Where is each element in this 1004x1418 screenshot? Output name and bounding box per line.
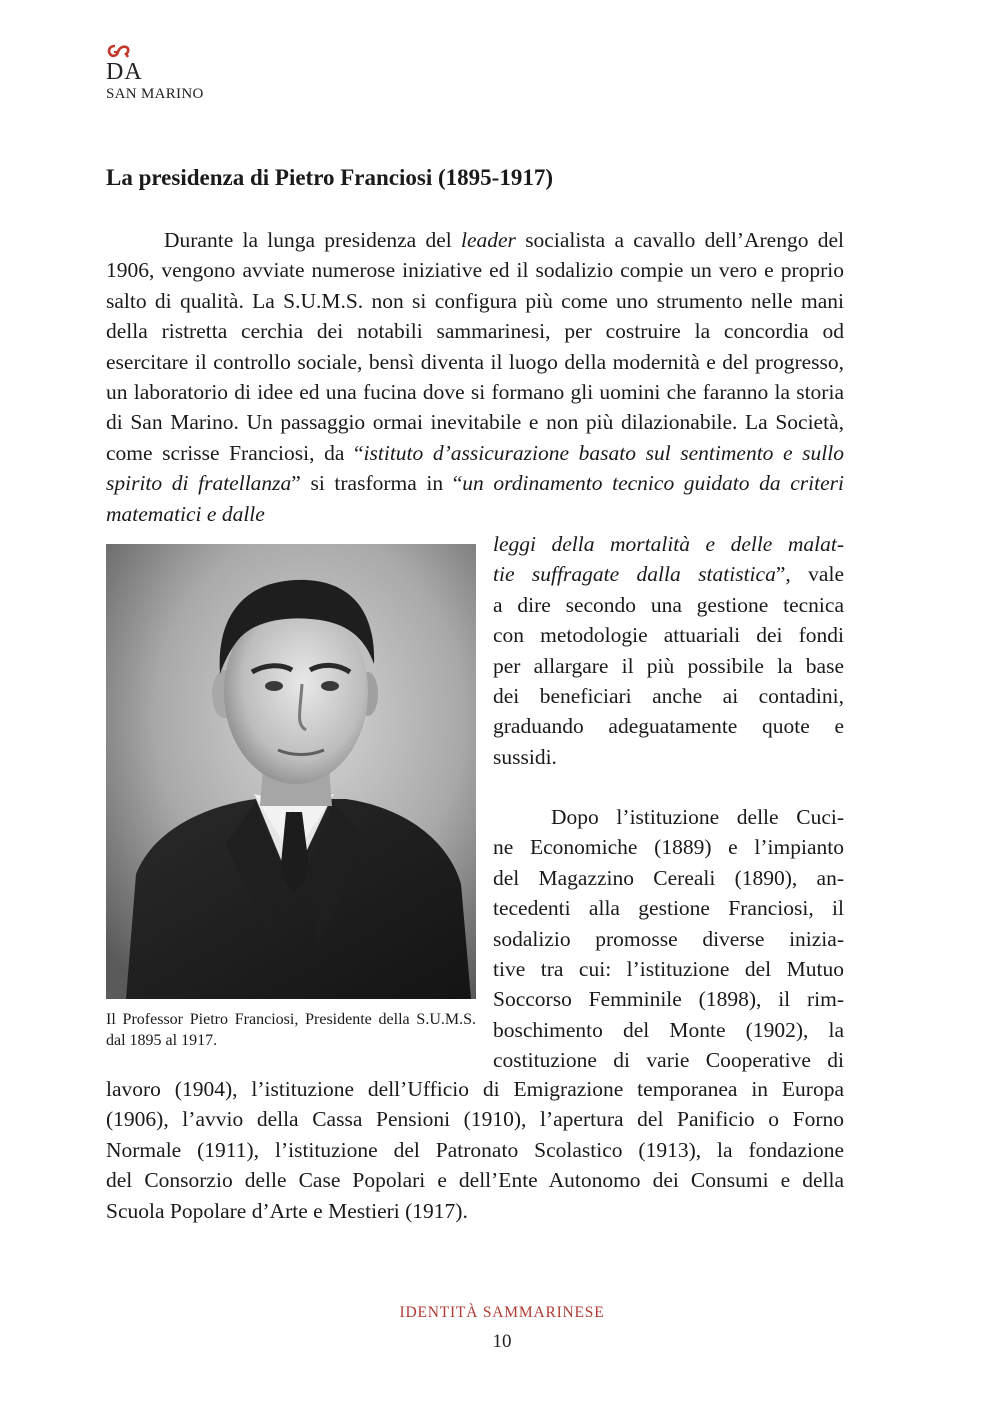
text-line: sodalizio promosse diverse inizia- (493, 926, 844, 951)
paragraph-column-1 (493, 529, 844, 772)
text-line: tecedenti alla gestione Franciosi, il (493, 896, 844, 921)
paragraph-continuation (106, 1074, 844, 1226)
emphasis-text: leader (461, 228, 516, 252)
text-line: costituzione di varie Cooperative di (493, 1048, 844, 1073)
text-line: ne Economiche (1889) e l’impianto (493, 835, 844, 860)
publisher-logo (106, 44, 204, 102)
paragraph-text: ” si trasforma in “ (291, 471, 463, 496)
text-line: Scuola Popolare d’Arte e Mestieri (1917). (106, 1198, 468, 1223)
paragraph-text: Durante la lunga presidenza del (164, 228, 461, 252)
quote-text: un ordinamento tecnico guidato da criteri matematici e dalle (106, 471, 844, 526)
portrait-photo (106, 544, 476, 999)
quote-text: tie suffragate dalla statistica (493, 562, 776, 587)
paragraph-text: socialista a cavallo dell’Arengo del 1906, vengono avviate numerose iniziative ed il sodalizio compie un vero e proprio salto di qualità. La S.U.M.S. non si configura più come uno strumento nelle mani della ristretta cerchia dei notabili sammarinesi, per costruire la concordia od esercitare il controllo sociale, bensì diventa il luogo della modernità e del progresso, un laboratorio di idee ed una fucina dove si formano gli uomini che faranno la storia di San Marino. Un passaggio ormai inevitabile e non più dilazionabile. La Società, come scrisse Franciosi, da “ (106, 228, 844, 465)
text-line: Normale (1911), l’istituzione del Patronato Scolastico (1913), la fondazione (106, 1137, 844, 1162)
text-line (493, 559, 844, 589)
text-line: (1906), l’avvio della Cassa Pensioni (1910), l’apertura del Panificio o Forno (106, 1107, 844, 1132)
text-line: a dire secondo una gestione tecnica (493, 592, 844, 617)
text-line (493, 529, 844, 559)
logo-subtitle: SAN MARINO (106, 86, 204, 102)
text-line: Dopo l’istituzione delle Cuci- (551, 805, 844, 829)
text-line: dei beneficiari anche ai contadini, (493, 683, 844, 708)
paragraph-column-2 (493, 802, 844, 1076)
footer-label: IDENTITÀ SAMMARINESE (399, 1304, 605, 1321)
quote-text: leggi della mortalità e delle malat- (493, 532, 844, 556)
text-line: lavoro (1904), l’istituzione dell’Ufficio di Emigrazione temporanea in Europa (106, 1077, 844, 1101)
text-line: boschimento del Monte (1902), la (493, 1017, 844, 1042)
text-line: per allargare il più possibile la base (493, 653, 844, 678)
text-line: graduando adeguatamente quote e (493, 714, 844, 739)
logo-abbreviation: DA (106, 59, 143, 85)
paragraph-intro (106, 225, 844, 529)
section-title: La presidenza di Pietro Franciosi (1895-1917) (106, 165, 553, 190)
photo-caption: Il Professor Pietro Franciosi, Presidente della S.U.M.S. dal 1895 al 1917. (106, 1011, 476, 1049)
text-line: del Consorzio delle Case Popolari e dell’Ente Autonomo dei Consumi e della (106, 1168, 844, 1193)
text-line: sussidi. (493, 744, 557, 769)
text-line: del Magazzino Cereali (1890), an- (493, 865, 844, 890)
logo-mark-icon (106, 44, 130, 58)
paragraph-text: ”, vale (775, 562, 844, 587)
portrait-image (106, 544, 476, 999)
quote-text: istituto d’assicurazione basato sul sentimento e sullo spirito di fratellanza (106, 440, 844, 496)
text-line: Soccorso Femminile (1898), il rim- (493, 987, 844, 1012)
page-number: 10 (492, 1331, 512, 1352)
text-line: con metodologie attuariali dei fondi (493, 623, 844, 648)
text-line: tive tra cui: l’istituzione del Mutuo (493, 956, 844, 981)
